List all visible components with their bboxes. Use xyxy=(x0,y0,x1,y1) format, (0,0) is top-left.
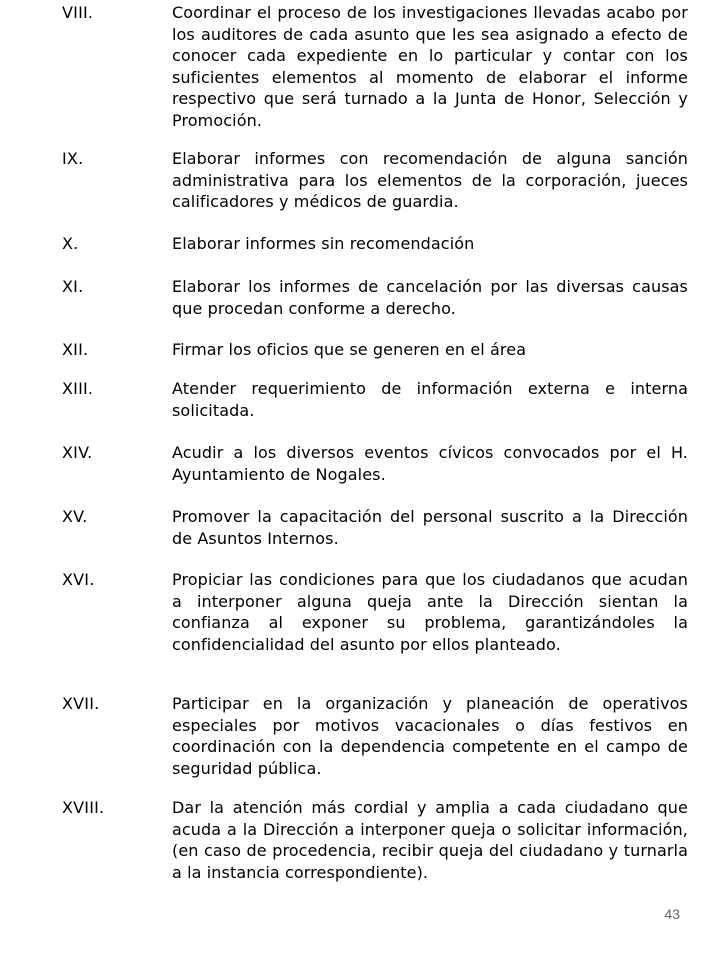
item-text: Elaborar informes con recomendación de alguna sanción administrativa para los elementos de la corporación, jueces calificadores y médicos de guardia. xyxy=(172,149,688,211)
item-numeral: VIII. xyxy=(62,3,94,22)
item-text: Propiciar las condiciones para que los ciudadanos que acudan a interponer alguna queja ante la Dirección sientan la confianza al exponer su problema, garantizándoles la confidencialidad del asunto por ellos planteado. xyxy=(172,570,688,654)
item-text: Promover la capacitación del personal suscrito a la Dirección de Asuntos Internos. xyxy=(172,507,688,548)
item-numeral: IX. xyxy=(62,149,84,168)
item-numeral: XVII. xyxy=(62,694,100,713)
item-text: Participar en la organización y planeación de operativos especiales por motivos vacacionales o días festivos en coordinación con la dependencia competente en el campo de seguridad pública. xyxy=(172,694,688,778)
item-numeral: XV. xyxy=(62,507,88,526)
item-text: Coordinar el proceso de los investigaciones llevadas acabo por los auditores de cada asunto que les sea asignado a efecto de conocer cada expediente en lo particular y contar con los suficientes elementos al momento de elaborar el informe respectivo que será turnado a la Junta de Honor, Selección y Promoción. xyxy=(172,3,688,130)
item-text: Elaborar los informes de cancelación por las diversas causas que procedan conforme a derecho. xyxy=(172,277,688,318)
item-numeral: XIII. xyxy=(62,379,94,398)
item-text: Acudir a los diversos eventos cívicos convocados por el H. Ayuntamiento de Nogales. xyxy=(172,443,688,484)
item-text: Firmar los oficios que se generen en el área xyxy=(172,340,527,359)
item-numeral: XIV. xyxy=(62,443,93,462)
item-numeral: XI. xyxy=(62,277,84,296)
page-number: 43 xyxy=(664,906,680,922)
item-text: Elaborar informes sin recomendación xyxy=(172,234,475,253)
item-text: Atender requerimiento de información externa e interna solicitada. xyxy=(172,379,688,420)
item-numeral: XII. xyxy=(62,340,89,359)
item-numeral: XVIII. xyxy=(62,798,105,817)
item-numeral: X. xyxy=(62,234,79,253)
item-text: Dar la atención más cordial y amplia a cada ciudadano que acuda a la Dirección a interponer queja o solicitar información, (en caso de procedencia, recibir queja del ciudadano y turnarla a la instancia correspondiente). xyxy=(172,798,688,882)
item-numeral: XVI. xyxy=(62,570,95,589)
